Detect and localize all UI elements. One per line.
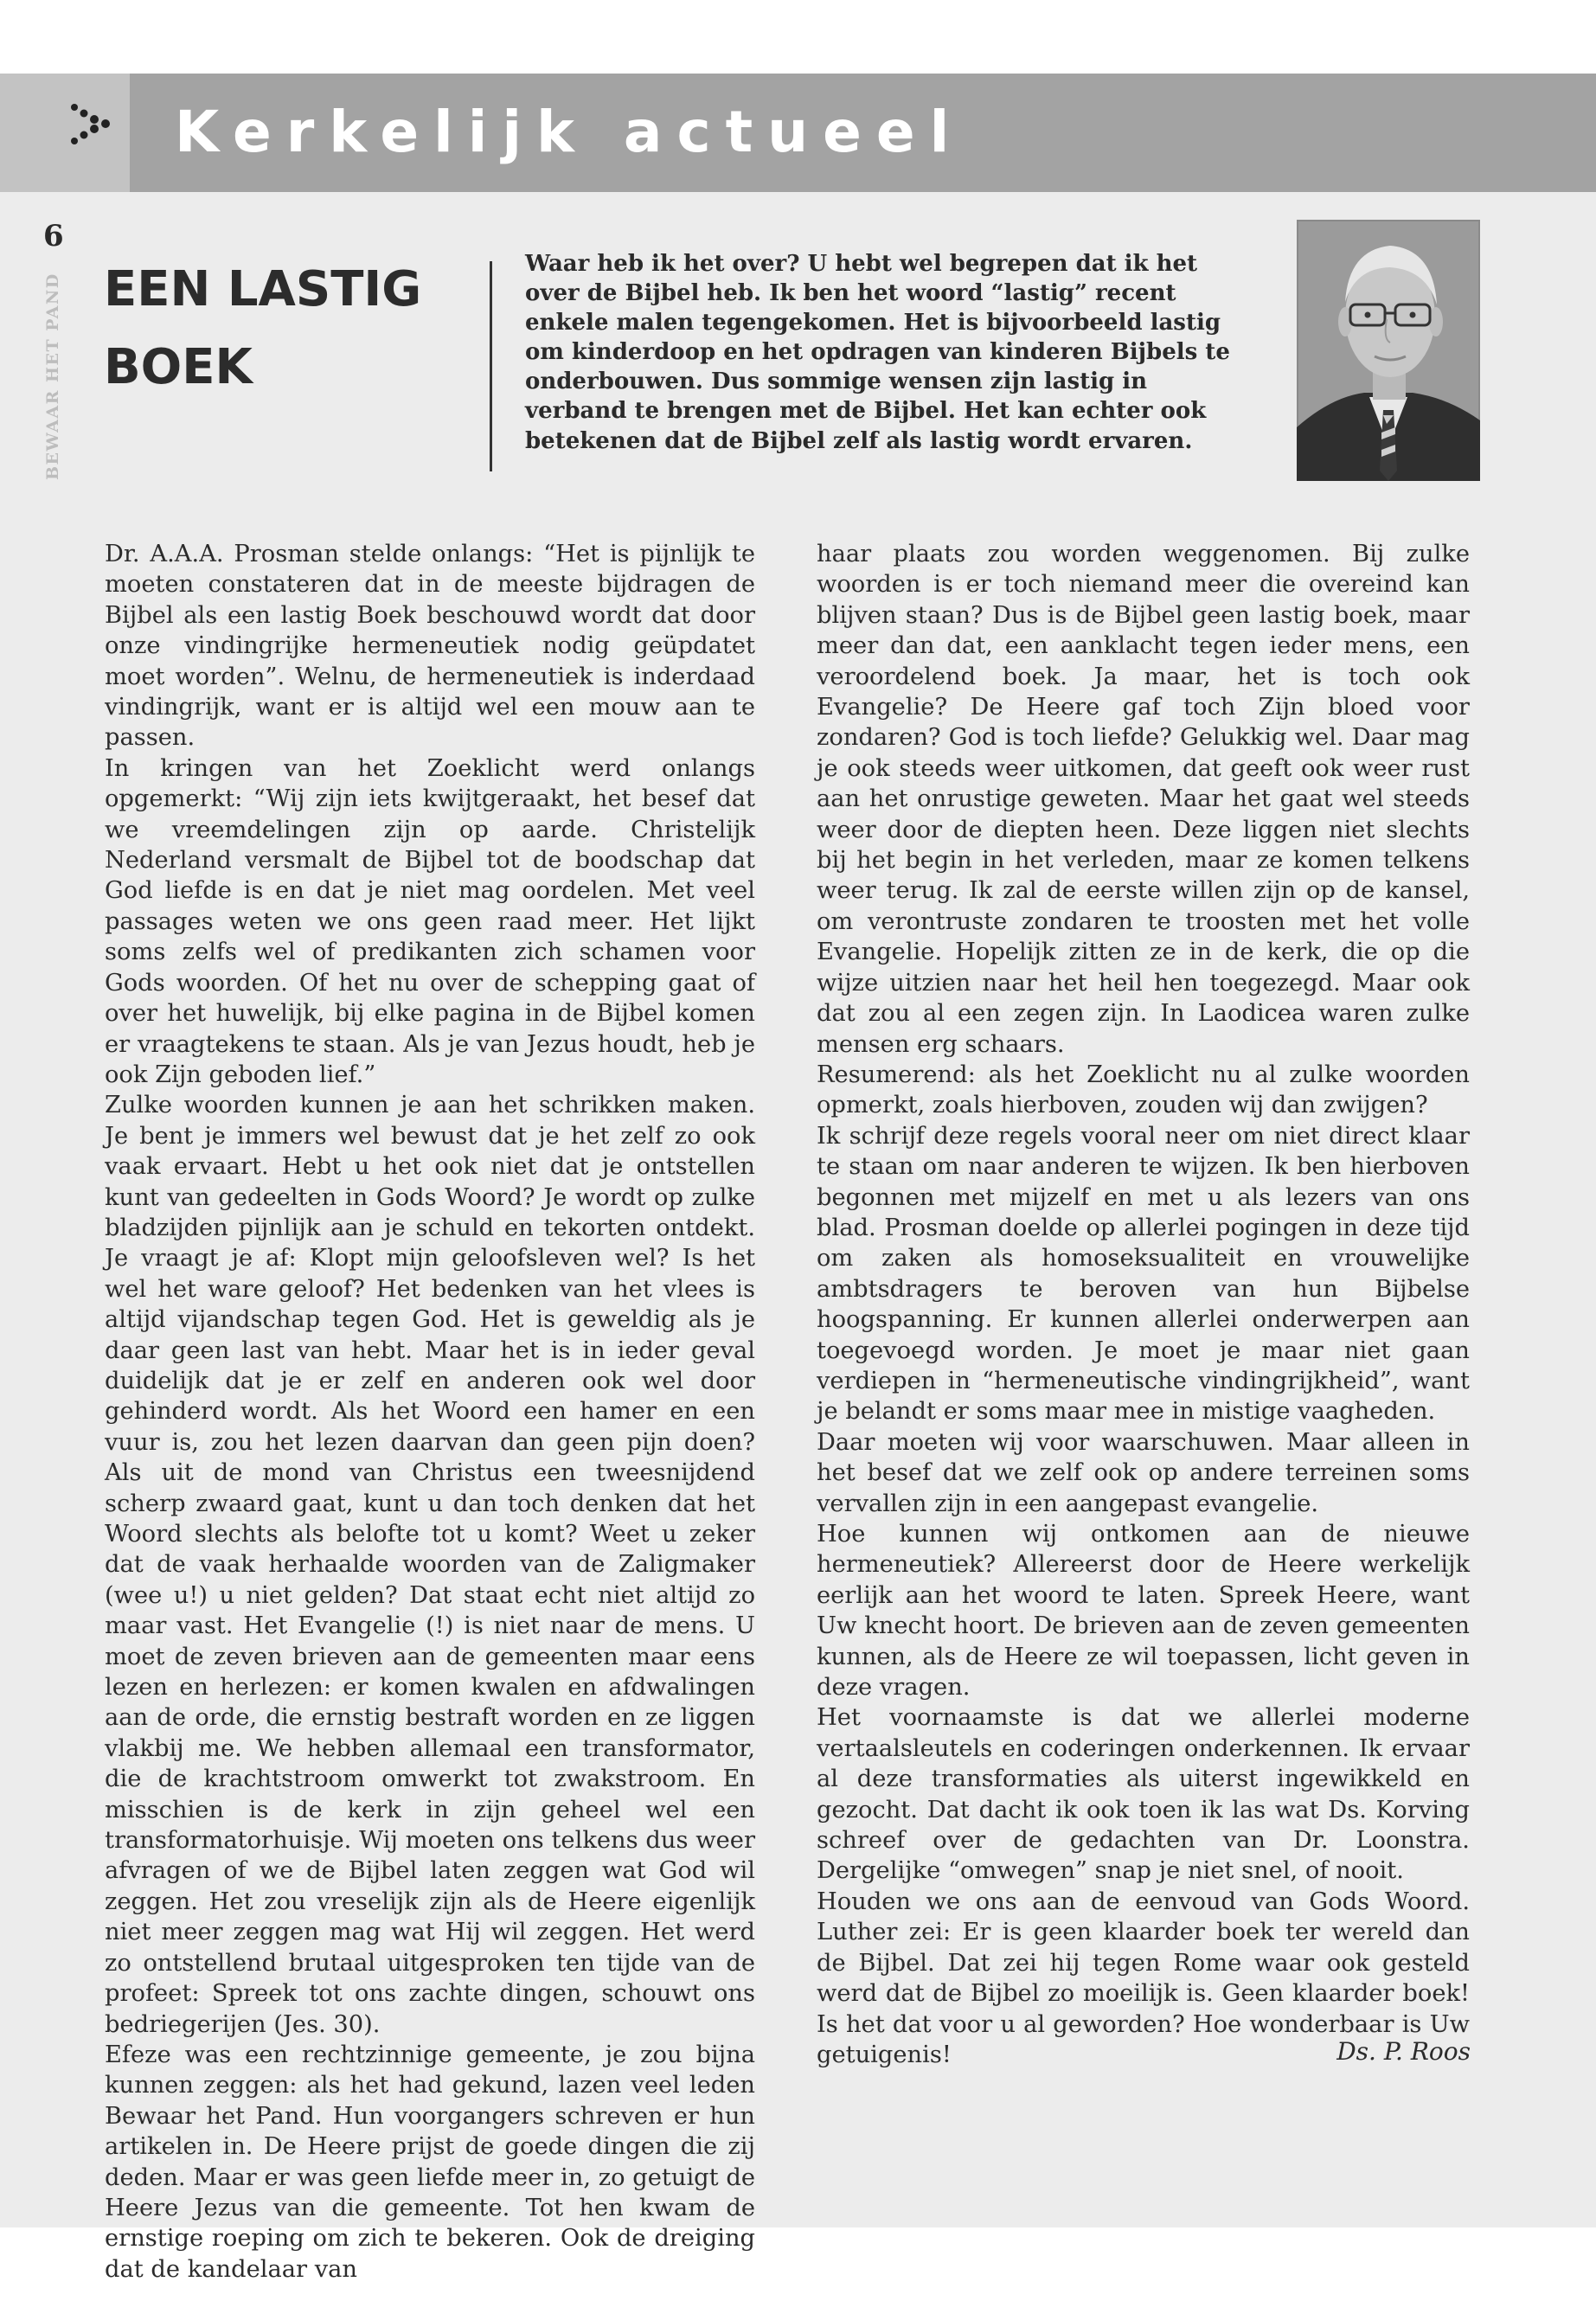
paragraph: In kringen van het Zoeklicht werd onlangs opgemerkt: “Wij zijn iets kwijtgeraakt, het besef dat we vreemdelingen zijn op aarde. Christelijk Nederland versmalt de Bijbel tot de boodschap dat God liefde is en dat je niet mag oordelen. Met veel passages weten we ons geen raad meer. Het lijkt soms zelfs wel of predikanten zich schamen voor Gods woorden. Of het nu over de schepping gaat of over het huwelijk, bij elke pagina in de Bijbel komen er vraagtekens te staan. Als je van Jezus houdt, heb je ook Zijn geboden lief.”: [105, 754, 755, 1088]
author-signature: Ds. P. Roos: [1336, 2037, 1471, 2066]
dots-logo-icon: [67, 100, 112, 151]
paragraph: Efeze was een rechtzinnige gemeente, je zou bijna kunnen zeggen: als het had gekund, lazen veel leden Bewaar het Pand. Hun voorgangers schreven er hun artikelen in. De Heere prijst de goede dingen die zij deden. Maar er was geen liefde meer in, zo getuigt de Heere Jezus van die gemeente. Tot hen kwam de ernstige roeping om zich te bekeren. Ook de dreiging dat de kandelaar van: [105, 2041, 755, 2283]
magazine-side-label: BEWAAR HET PAND: [43, 272, 62, 480]
section-title: Kerkelijk actueel: [175, 99, 965, 165]
paragraph: Hoe kunnen wij ontkomen aan de nieuwe hermeneutiek? Allereerst door de Heere werkelijk eerlijk aan het woord te laten. Spreek Heere, want Uw knecht hoort. De brieven aan de zeven gemeenten kunnen, als de Heere ze wil toepassen, licht geven in deze vragen.: [817, 1521, 1470, 1702]
article-intro: Waar heb ik het over? U hebt wel begrepen dat ik het over de Bijbel heb. Ik ben het woord “lastig” recent enkele malen tegengekomen. Het is bijvoorbeeld lastig om kinderdoop en het opdragen van kinderen Bijbels te onderbouwen. Dus sommige wensen zijn lastig in verband te brengen met de Bijbel. Het kan echter ook betekenen dat de Bijbel zelf als lastig wordt ervaren.: [525, 251, 1230, 454]
article-column-1: [105, 539, 755, 2285]
title-divider: [490, 261, 492, 471]
paragraph: Dr. A.A.A. Prosman stelde onlangs: “Het is pijnlijk te moeten constateren dat in de meeste bijdragen de Bijbel als een lastig Boek beschouwd wordt dat door onze vindingrijke hermeneutiek nodig geüpdatet moet worden”. Welnu, de hermeneutiek is inderdaad vindingrijk, want er is altijd wel een mouw aan te passen.: [105, 541, 755, 752]
paragraph: Daar moeten wij voor waarschuwen. Maar alleen in het besef dat we zelf ook op andere terreinen soms vervallen zijn in een aangepast evangelie.: [817, 1428, 1470, 1517]
author-photo: [1297, 220, 1480, 481]
paragraph: Het voornaamste is dat we allerlei moderne vertaalsleutels en coderingen onderkennen. Ik ervaar al deze transformaties als uiterst ingewikkeld en gezocht. Dat dacht ik ook toen ik las wat Ds. Korving schreef over de gedachten van Dr. Loonstra. Dergelijke “omwegen” snap je niet snel, of nooit.: [817, 1704, 1470, 1885]
paragraph: Resumerend: als het Zoeklicht nu al zulke woorden opmerkt, zoals hierboven, zouden wij dan zwijgen?: [817, 1061, 1470, 1119]
article-title: EEN LASTIG BOEK: [104, 261, 422, 395]
page-number: 6: [43, 219, 64, 253]
paragraph: Ik schrijf deze regels vooral neer om niet direct klaar te staan om naar anderen te wijzen. Ik ben hierboven begonnen met mijzelf en met u als lezers van ons blad. Prosman doelde op allerlei pogingen in deze tijd om zaken als homoseksualiteit en vrouwelijke ambtsdragers te beroven van hun Bijbelse hoogspanning. Er kunnen allerlei onderwerpen aan toegevoegd worden. Je moet je maar niet gaan verdiepen in “hermeneutische vindingrijkheid”, want je belandt er soms maar mee in mistige vaagheden.: [817, 1122, 1470, 1426]
paragraph: Houden we ons aan de eenvoud van Gods Woord. Luther zei: Er is geen klaarder boek ter wereld dan de Bijbel. Dat zei hij tegen Rome waar ook gesteld werd dat de Bijbel zo moeilijk is. Geen klaarder boek! Is het dat voor u al geworden? Hoe wonderbaar is Uw getuigenis!: [817, 1888, 1470, 2068]
paragraph: haar plaats zou worden weggenomen. Bij zulke woorden is er toch niemand meer die overeind kan blijven staan? Dus is de Bijbel geen lastig boek, maar meer dan dat, een aanklacht tegen ieder mens, een veroordelend boek. Ja maar, het is toch ook Evangelie? De Heere gaf toch Zijn bloed voor zondaren? God is toch liefde? Gelukkig wel. Daar mag je ook steeds weer uitkomen, dat geeft ook weer rust aan het onrustige geweten. Maar het gaat wel steeds weer door de diepten heen. Deze liggen niet slechts bij het begin in het verleden, maar ze komen telkens weer terug. Ik zal de eerste willen zijn op de kansel, om verontruste zondaren te troosten met het volle Evangelie. Hopelijk zitten ze in de kerk, die op die wijze uitzien naar het heil hen toegezegd. Maar ook dat zou al een zegen zijn. In Laodicea waren zulke mensen erg schaars.: [817, 541, 1470, 1058]
article-column-2: [817, 539, 1470, 2070]
paragraph: Zulke woorden kunnen je aan het schrikken maken. Je bent je immers wel bewust dat je het zelf zo ook vaak ervaart. Hebt u het ook niet dat je ontstellen kunt van gedeelten in Gods Woord? Je wordt op zulke bladzijden pijnlijk aan je schuld en tekorten ontdekt. Je vraagt je af: Klopt mijn geloofsleven wel? Is het wel het ware geloof? Het bedenken van het vlees is altijd vijandschap tegen God. Het is geweldig als je daar geen last van hebt. Maar het is in ieder geval duidelijk dat je er zelf en anderen ook wel door gehinderd wordt. Als het Woord een hamer en een vuur is, zou het lezen daarvan dan geen pijn doen? Als uit de mond van Christus een tweesnijdend scherp zwaard gaat, kunt u dan toch denken dat het Woord slechts als belofte tot u komt? Weet u zeker dat de vaak herhaalde woorden van de Zaligmaker (wee u!) u niet gelden? Dat staat echt niet altijd zo maar vast. Het Evangelie (!) is niet naar de mens. U moet de zeven brieven aan de gemeenten maar eens lezen en herlezen: er komen kwalen en afdwalingen aan de orde, die ernstig bestraft worden en ze liggen vlakbij me. We hebben allemaal een transformator, die de krachtstroom omwerkt tot zwakstroom. En misschien is de kerk in zijn geheel wel een transformatorhuisje. Wij moeten ons telkens dus weer afvragen of we de Bijbel laten zeggen wat God wil zeggen. Het zou vreselijk zijn als de Heere eigenlijk niet meer zeggen mag wat Hij wil zeggen. Het werd zo ontstellend brutaal uitgesproken ten tijde van de profeet: Spreek tot ons zachte dingen, schouwt ons bedriegerijen (Jes. 30).: [105, 1092, 755, 2038]
